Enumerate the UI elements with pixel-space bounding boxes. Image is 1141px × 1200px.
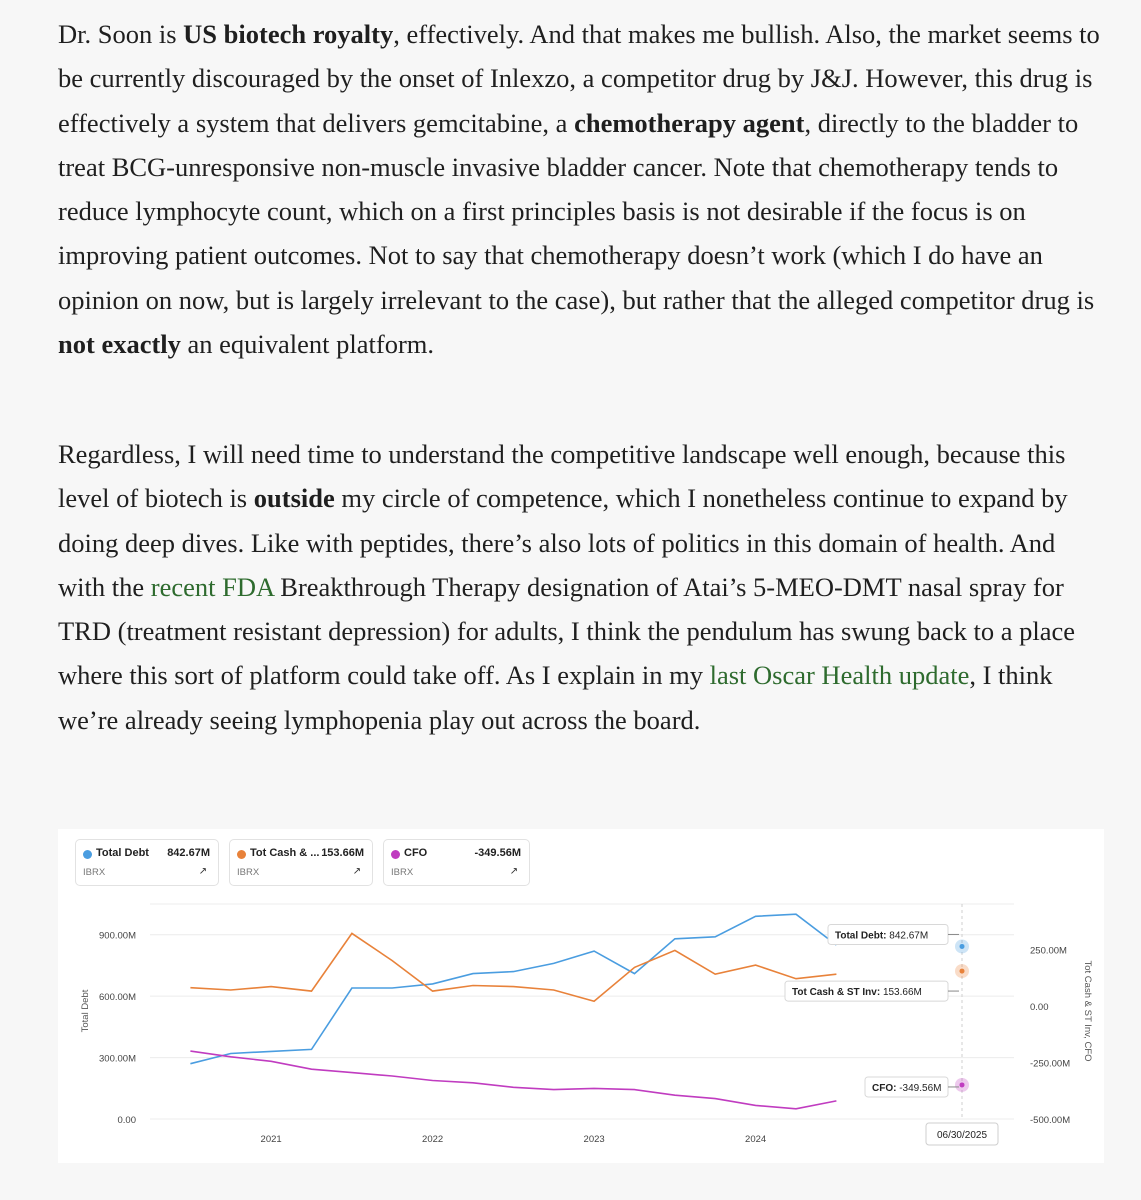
legend-value: -349.56M bbox=[474, 847, 521, 859]
p2-text-3: Breakthrough Therapy designation of Atai’s 5-MEO-DMT nasal spray for TRD (treatment resistant depression) for adults, I think the pendulum has swung back to a place where this sort of platform could take off. As I explain in my bbox=[58, 571, 1076, 691]
p1-text-4: an equivalent platform. bbox=[180, 329, 435, 360]
trend-up-icon[interactable]: ↗ bbox=[198, 866, 208, 877]
p1-bold-3: not exactly bbox=[58, 329, 181, 360]
right-tick-label: 0.00 bbox=[1030, 1001, 1049, 1013]
p2-text-1: Regardless, I will need time to understand the competitive landscape well enough, because this level of biotech is bbox=[58, 439, 1066, 514]
left-tick-label: 300.00M bbox=[99, 1053, 136, 1065]
legend-value: 153.66M bbox=[321, 847, 364, 859]
trend-up-icon[interactable]: ↗ bbox=[352, 866, 362, 877]
paragraph-2 bbox=[58, 432, 1108, 742]
tooltip-value: 842.67M bbox=[889, 930, 929, 942]
legend-value: 842.67M bbox=[167, 847, 210, 859]
tooltip-text bbox=[872, 1083, 941, 1094]
tooltip-value: 153.66M bbox=[882, 987, 922, 999]
paragraph-1 bbox=[58, 12, 1108, 366]
cursor-marker bbox=[960, 969, 965, 974]
tooltip-value: -349.56M bbox=[899, 1082, 942, 1094]
p1-bold-1: US biotech royalty bbox=[183, 19, 394, 49]
right-tick-label: -500.00M bbox=[1030, 1115, 1071, 1126]
tooltip-text bbox=[792, 987, 922, 998]
tooltip-label: Total Debt: bbox=[835, 930, 890, 942]
tooltip-label: Tot Cash & ST Inv: bbox=[792, 987, 883, 999]
recent-fda-link[interactable]: recent FDA bbox=[150, 571, 274, 602]
right-axis-title: Tot Cash & ST Inv, CFO bbox=[1082, 960, 1093, 1062]
p1-text-2: , effectively. And that makes me bullish. Also, the market seems to be currently discouraged by the onset of Inlexzo, a competitor drug by J&J. However, this drug is effectively a system that delivers gemcitabine, a bbox=[58, 19, 1100, 138]
p1-text-1: Dr. Soon is bbox=[58, 19, 184, 49]
x-tick-label: 2023 bbox=[583, 1134, 605, 1145]
tooltip-label: CFO: bbox=[872, 1082, 900, 1094]
legend-name: CFO bbox=[404, 847, 428, 859]
p2-text-2: my circle of competence, which I nonetheless continue to expand by doing deep dives. Like with peptides, there’s also lots of politics in this domain of health. And with the bbox=[58, 483, 1068, 602]
chart-card bbox=[58, 829, 1104, 1163]
date-badge-text: 06/30/2025 bbox=[936, 1130, 988, 1141]
x-tick-label: 2024 bbox=[745, 1134, 767, 1145]
legend-name: Tot Cash & ... bbox=[250, 847, 320, 859]
right-tick-label: -250.00M bbox=[1030, 1058, 1071, 1070]
p1-bold-2: chemotherapy agent bbox=[574, 107, 805, 138]
x-tick-label: 2022 bbox=[422, 1134, 444, 1145]
oscar-health-update-link[interactable]: last Oscar Health update bbox=[709, 660, 970, 691]
right-tick-label: 250.00M bbox=[1030, 945, 1067, 957]
trend-up-icon[interactable]: ↗ bbox=[509, 866, 519, 877]
p2-bold-1: outside bbox=[253, 483, 335, 514]
cursor-marker bbox=[960, 1082, 965, 1087]
p2-text-4: , I think we’re already seeing lymphopenia play out across the board. bbox=[58, 660, 1053, 735]
left-tick-label: 900.00M bbox=[99, 930, 136, 942]
left-tick-label: 600.00M bbox=[99, 992, 136, 1004]
tooltip-text bbox=[835, 930, 928, 941]
left-tick-label: 0.00 bbox=[117, 1115, 136, 1126]
chart-plot[interactable] bbox=[58, 829, 1104, 1163]
p1-text-3: , directly to the bladder to treat BCG-unresponsive non-muscle invasive bladder cancer. Note that chemotherapy tends to reduce lymphocyte count, which on a first principles basis is not desirable if the focus is on improving patient outcomes. Not to say that chemotherapy doesn’t work (which I do have an opinion on now, but is largely irrelevant to the case), but rather that the alleged competitor drug is bbox=[58, 107, 1095, 315]
left-axis-title: Total Debt bbox=[80, 989, 91, 1033]
legend-name: Total Debt bbox=[96, 847, 149, 859]
x-tick-label: 2021 bbox=[260, 1134, 282, 1145]
series-line-cfo bbox=[190, 1051, 836, 1109]
legend-ticker: IBRX bbox=[237, 867, 260, 878]
legend-ticker: IBRX bbox=[391, 867, 414, 878]
series-line-tot-cash-st-inv bbox=[190, 933, 836, 1001]
cursor-marker bbox=[960, 944, 965, 949]
legend-ticker: IBRX bbox=[83, 867, 106, 878]
